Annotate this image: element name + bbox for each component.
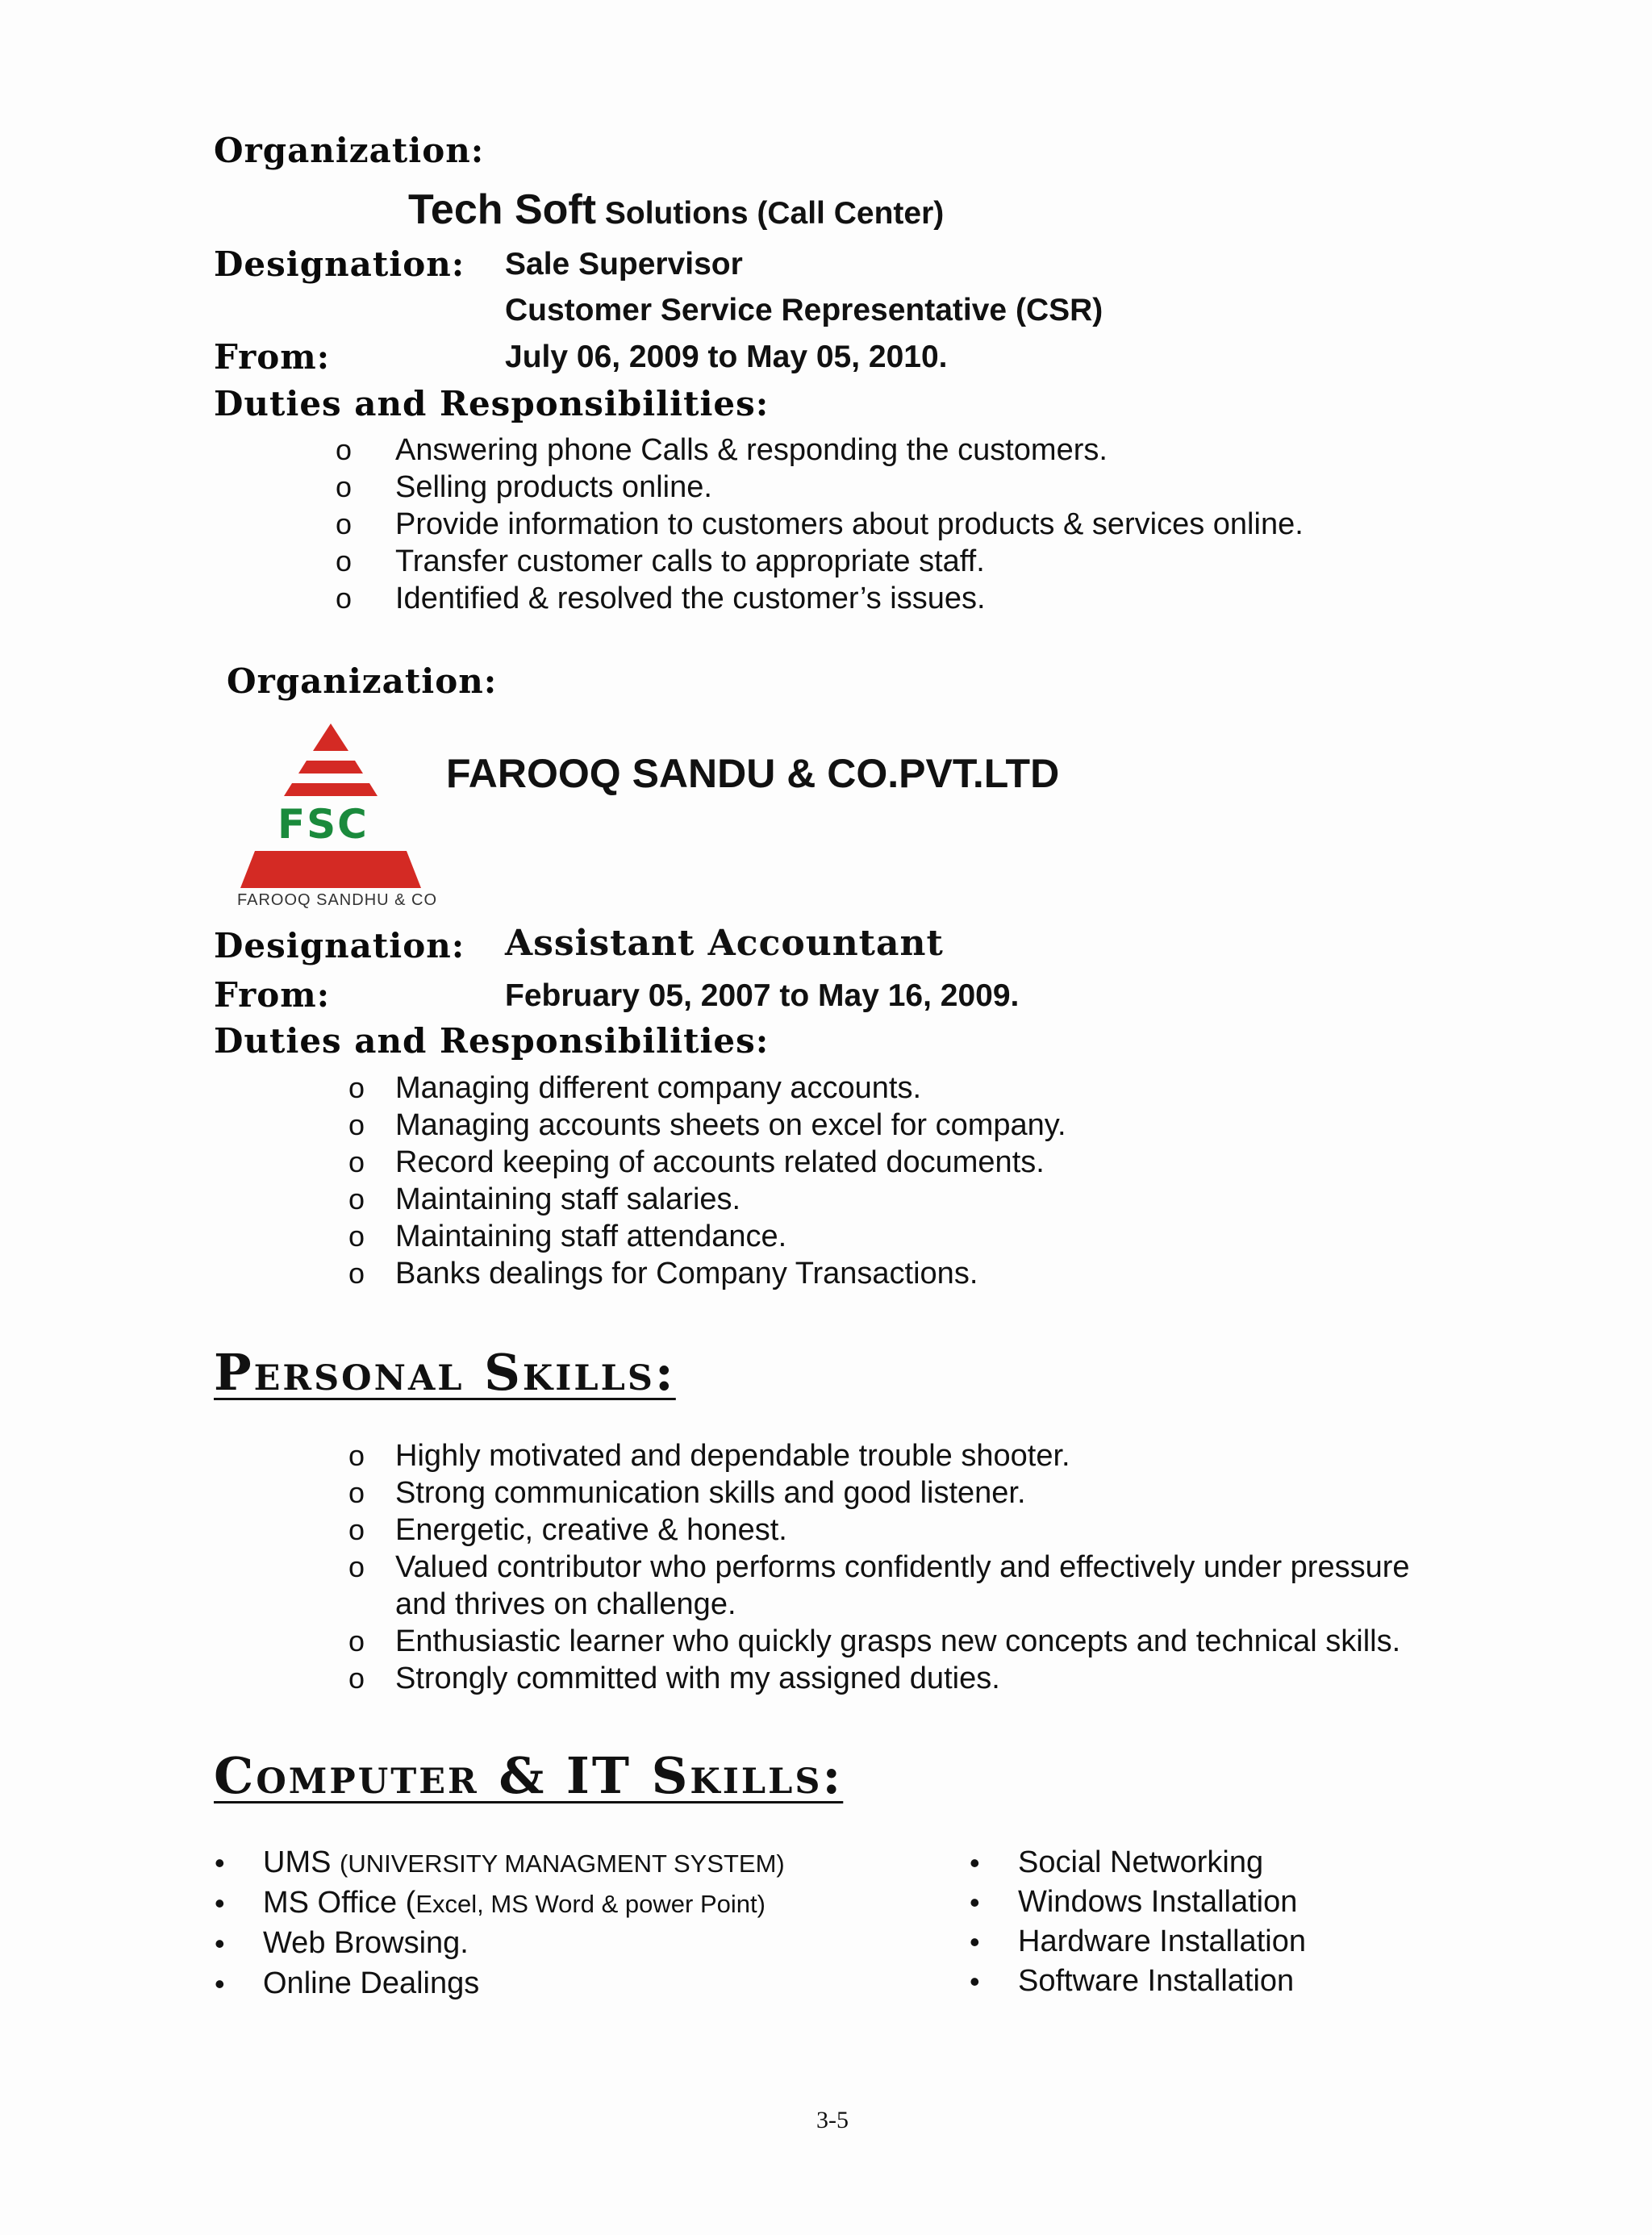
org1-name-small: Solutions (Call Center) — [596, 196, 945, 231]
computer-skills-left-list — [215, 1843, 785, 2004]
computer-skills-right-list — [970, 1843, 1306, 2001]
list-item: • Windows Installation — [970, 1885, 1298, 1919]
org2-duties-list — [348, 1070, 1066, 1292]
personal-skills-list — [348, 1437, 1410, 1697]
list-item: o Selling products online. — [336, 470, 712, 504]
list-item: o Strong communication skills and good listener. — [348, 1476, 1026, 1510]
list-item: o Managing accounts sheets on excel for company. — [348, 1108, 1066, 1142]
list-item: • Online Dealings — [215, 1966, 480, 2000]
org2-from-label: From: — [214, 975, 331, 1015]
list-item: o Answering phone Calls & responding the customers. — [336, 433, 1108, 467]
org1-designation-label: Designation: — [214, 244, 465, 284]
list-item: o Record keeping of accounts related documents. — [348, 1145, 1045, 1179]
logo-initials: FSC — [277, 801, 369, 848]
org2-label: Organization: — [227, 661, 498, 701]
list-item: o Strongly committed with my assigned duties. — [348, 1662, 1000, 1695]
list-item: • UMS (UNIVERSITY MANAGMENT SYSTEM) — [215, 1845, 785, 1879]
org2-from-value: February 05, 2007 to May 16, 2009. — [505, 978, 1020, 1013]
org2-designation-label: Designation: — [214, 926, 465, 965]
list-item: o Banks dealings for Company Transactions. — [348, 1257, 978, 1291]
list-item: o Energetic, creative & honest. — [348, 1513, 787, 1547]
list-item: o Maintaining staff salaries. — [348, 1182, 741, 1216]
org2-duties-label: Duties and Responsibilities: — [214, 1021, 770, 1061]
org1-from-label: From: — [214, 337, 331, 377]
page-number: 3-5 — [816, 2107, 849, 2133]
list-item: • Hardware Installation — [970, 1924, 1306, 1958]
list-item: o Transfer customer calls to appropriate staff. — [336, 544, 985, 578]
org1-from-value: July 06, 2009 to May 05, 2010. — [505, 340, 948, 374]
list-item: o Provide information to customers about products & services online. — [336, 507, 1304, 541]
list-item: • Social Networking — [970, 1845, 1264, 1879]
org1-duties-list — [336, 432, 1304, 617]
list-item: o Maintaining staff attendance. — [348, 1220, 787, 1253]
org1-designation-1: Sale Supervisor — [505, 247, 743, 281]
org1-label: Organization: — [214, 131, 485, 170]
logo-caption: FAROOQ SANDHU & CO — [237, 891, 438, 909]
list-item: and thrives on challenge. — [395, 1587, 736, 1621]
org1-duties-label: Duties and Responsibilities: — [214, 384, 770, 423]
org1-name-big: Tech Soft — [408, 186, 597, 233]
org1-designation-2: Customer Service Representative (CSR) — [505, 293, 1103, 327]
org1-name — [408, 186, 944, 234]
personal-skills-title: Personal Skills: — [214, 1343, 676, 1402]
list-item: • MS Office (Excel, MS Word & power Point) — [215, 1886, 766, 1920]
org2-designation: Assistant Accountant — [505, 923, 944, 964]
list-item: • Web Browsing. — [215, 1926, 469, 1960]
list-item: • Software Installation — [970, 1964, 1295, 1998]
org2-company-name: FAROOQ SANDU & CO.PVT.LTD — [446, 751, 1060, 796]
list-item: o Valued contributor who performs confidently and effectively under pressure — [348, 1550, 1410, 1584]
list-item: o Highly motivated and dependable trouble shooter. — [348, 1439, 1070, 1473]
list-item: o Managing different company accounts. — [348, 1071, 922, 1105]
list-item: o Enthusiastic learner who quickly grasps new concepts and technical skills. — [348, 1624, 1401, 1658]
fsc-logo — [234, 722, 438, 914]
computer-skills-title: Computer & IT Skills: — [214, 1746, 844, 1805]
list-item: o Identified & resolved the customer’s issues. — [336, 582, 986, 615]
